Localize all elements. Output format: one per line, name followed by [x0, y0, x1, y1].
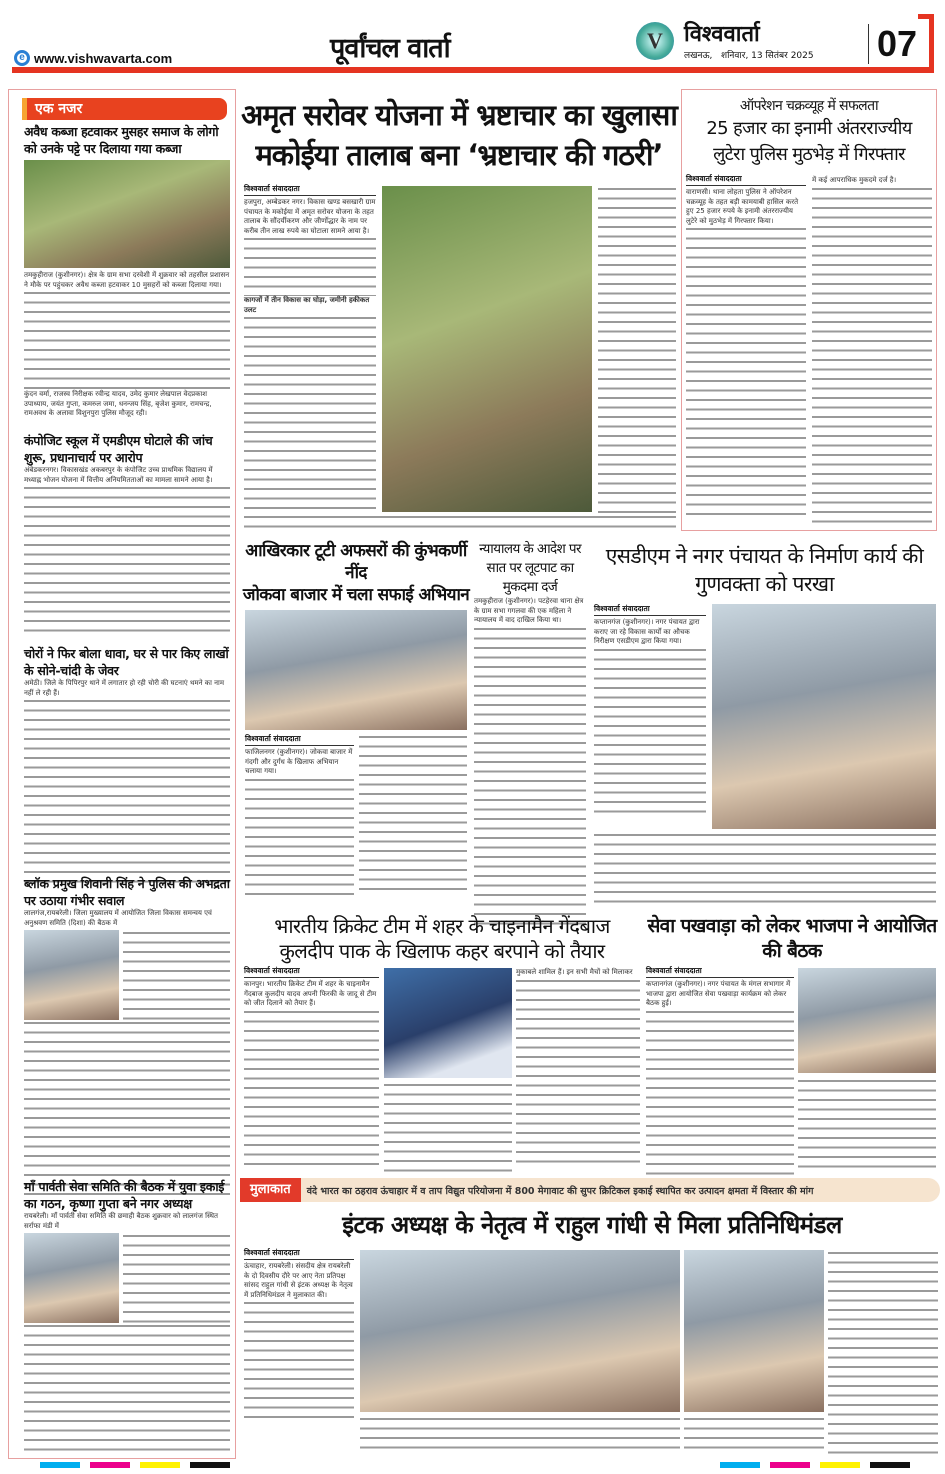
main-body-bottom [244, 514, 676, 532]
right-headline: 25 हजार का इनामी अंतरराज्यीय लुटेरा पुलिस मुठभेड़ में गिरफ्तार [706, 118, 912, 165]
lede: मुकाबले शामिल हैं। इन सभी मैचों को मिलाकर [516, 968, 633, 976]
body-text [123, 930, 230, 1020]
ending: कुंदन वर्मा, राजस्व निरीक्षक रवीन्द्र यादव, उमेद कुमार लेखपाल वेदप्रकाश उपाध्याय, जयंत गुप्ता, कमरुल जमा, धनन्जय सिंह, बृजेश कुमार, रामचन्द्र, रामअवध के अलावा विशुनपुरा पुलिस मौजूद रही। [24, 390, 212, 417]
left-story-3 [24, 645, 230, 888]
low-a-headline [242, 914, 642, 964]
bjp-meeting-photo [798, 968, 936, 1073]
lede: फाजिलनगर (कुशीनगर)। जोकवा बाजार में गंदगी और दुर्गंध के खिलाफ अभियान चलाया गया। [245, 748, 353, 775]
website-url[interactable]: e www.vishwavarta.com [14, 50, 172, 66]
low-a-col3 [516, 968, 640, 1168]
low-b-headline: सेवा पखवाड़ा को लेकर भाजपा ने आयोजित की बैठक [647, 915, 937, 962]
registration-cyan-2 [720, 1462, 760, 1468]
body-text [24, 1323, 230, 1453]
lede: कप्तानगंज (कुशीनगर)। नगर पंचायत द्वारा कराए जा रहे विकास कार्यों का औचक निरीक्षण एसडीएम द्वारा किया गया। [594, 618, 700, 645]
left-story-5 [24, 1178, 230, 1453]
body-text [812, 186, 932, 526]
body-text [244, 315, 376, 515]
byline: विश्ववार्ता संवाददाता [594, 604, 706, 616]
registration-magenta [90, 1462, 130, 1468]
body-text [24, 485, 230, 635]
left-story-2 [24, 432, 230, 635]
lede: में कई आपराधिक मुकदमे दर्ज है। [812, 176, 897, 184]
registration-yellow-2 [820, 1462, 860, 1468]
main-headline-1: अमृत सरोवर योजना में भ्रष्टाचार का खुलासा [241, 98, 677, 132]
low-a-col2 [384, 1082, 512, 1172]
registration-cyan [40, 1462, 80, 1468]
rahul-gandhi-photo [684, 1250, 824, 1412]
subhead: कागजों में तीन विकास का घोड़ा, जमीनी हकीकत उलट [244, 296, 370, 314]
lede: हजपुरा, अम्बेडकर नगर। विकास खण्ड बसखारी ग्राम पंचायत के मकोईया में अमृत सरोवर योजना के तहत तालाब के सौंदर्यीकरण और जीर्णोद्धार के नाम पर करीब तीन लाख रुपये का घोटाला सामने आया है। [244, 198, 376, 235]
body-text [646, 1009, 794, 1179]
byline: विश्ववार्ता संवाददाता [646, 966, 794, 978]
byline: विश्ववार्ता संवाददाता [244, 966, 379, 978]
registration-black-2 [870, 1462, 910, 1468]
lede: अमेठी। जिले के पिपिरपुर थाने में लगातार हो रही चोरी की घटनाएं थमने का नाम नहीं ले रही हैं। [24, 679, 225, 697]
header-corner [918, 14, 934, 73]
body-text [474, 626, 586, 926]
section-title: पूर्वांचल वार्ता [330, 33, 450, 64]
brand-name: विश्ववार्ता [684, 22, 760, 47]
bottom-body [360, 1416, 680, 1456]
low-a-col1 [244, 966, 379, 1169]
bulldozer-photo [24, 160, 230, 268]
low-b-col2 [798, 1078, 936, 1172]
byline: विश्ववार्ता संवाददाता [244, 1248, 354, 1260]
byline: विश्ववार्ता संवाददाता [244, 184, 376, 196]
registration-yellow [140, 1462, 180, 1468]
body-text [245, 777, 354, 897]
left-story-1 [24, 123, 230, 419]
body-text [244, 1009, 379, 1169]
body-text [244, 1300, 354, 1420]
headline: चोरों ने फिर बोला धावा, घर से पार किए लाखों के सोने-चांदी के जेवर [24, 646, 229, 678]
registration-magenta-2 [770, 1462, 810, 1468]
body-text [24, 290, 230, 390]
body-text [516, 978, 640, 1168]
headline: न्यायालय के आदेश पर सात पर लूटपाट का मुकदमा दर्ज [479, 541, 581, 595]
mid-b-story [474, 540, 586, 926]
cricketer-photo [384, 968, 512, 1078]
ie-icon: e [14, 50, 30, 66]
mulakat-tag: मुलाकात [240, 1178, 301, 1202]
lede: तमकुहीराज (कुशीनगर)। पटहेरवा थाना क्षेत्र के ग्राम सभा गगलवा की एक महिला ने न्यायालय में वाद दाखिल किया था। [474, 597, 584, 624]
lede: तमकुहीराज (कुशीनगर)। क्षेत्र के ग्राम सभा दरवेशी में शुक्रवार को तहसील प्रशासन ने मौके पर पहुंचकर अवैध कब्जा हटवाकर 10 मुसहरों को कब्जा दिलाया गया। [24, 271, 230, 289]
headline: माँ पार्वती सेवा समिति की बैठक में युवा इकाई का गठन, कृष्णा गुप्ता बने नगर अध्यक्ष [24, 1179, 225, 1211]
body-text [24, 1020, 230, 1200]
main-body-col3 [598, 186, 676, 516]
sdm-inspection-photo [712, 604, 936, 829]
lede: कानपुर। भारतीय क्रिकेट टीम में शहर के चाइनामैन गेंदबाज कुलदीप यादव अपनी फिरकी के जादू से टीम को जीत दिलाने को तैयार हैं। [244, 980, 377, 1007]
lede: ऊंचाहार, रायबरेली। संसदीय क्षेत्र रायबरेली के दो दिवसीय दौरे पर आए नेता प्रतिपक्ष सांसद राहुल गांधी से इंटक अध्यक्ष के नेतृत्व में प्रतिनिधिमंडल ने मुलाकात की। [244, 1262, 353, 1299]
low-b-col1 [646, 966, 794, 1179]
headline-line-1: भारतीय क्रिकेट टीम में शहर के चाइनामैन गेंदबाज [274, 914, 610, 938]
headline: अवैध कब्जा हटवाकर मुसहर समाज के लोगो को उनके पट्टे पर दिलाया गया कब्जा [24, 124, 219, 156]
left-story-4 [24, 875, 230, 1200]
mid-c-col1 [594, 604, 706, 817]
headline-line-2: जोकवा बाजार में चला सफाई अभियान [242, 585, 470, 605]
meeting-photo [24, 1233, 119, 1323]
body-text [244, 236, 376, 296]
date: शनिवार, 13 सितंबर 2025 [720, 51, 814, 61]
header-rule [12, 67, 934, 73]
body-text [24, 698, 230, 888]
city: लखनऊ, [684, 51, 713, 61]
mid-a-headline [242, 540, 470, 606]
mid-c-body [594, 832, 936, 904]
cleanup-photo [245, 610, 467, 730]
lede: रायबरेली। माँ पार्वती सेवा समिति की छमाही बैठक शुक्रवार को लालगंज स्थित सर्राफा मंडी में [24, 1212, 218, 1230]
pond-photo [382, 186, 592, 512]
strap-text: वंदे भारत का ठहराव ऊंचाहार में व ताप विद्युत परियोजना में 800 मेगावाट की सुपर क्रिटिकल इकाई स्थापित कर उत्पादन क्षमता में विस्तार की मांग [306, 1185, 814, 1197]
bottom-body-2 [684, 1416, 824, 1456]
brand-logo: V [636, 22, 674, 60]
lede: अंबेडकरनगर। विकासखंड अकबरपुर के कंपोजिट उच्च प्राथमिक विद्यालय में मध्याह्न भोजन योजना में वित्तीय अनियमितताओं का मामला सामने आया है। [24, 466, 213, 484]
bottom-col1 [244, 1248, 354, 1420]
bottom-headline: इंटक अध्यक्ष के नेतृत्व में राहुल गांधी से मिला प्रतिनिधिमंडल [342, 1211, 842, 1239]
main-headline-2: मकोईया तालाब बना ‘भ्रष्टाचार की गठरी’ [255, 138, 663, 172]
delegation-photo [360, 1250, 680, 1412]
right-col2 [812, 176, 932, 526]
lede: कप्तानगंज (कुशीनगर)। नगर पंचायत के मंगल सभागार में भाजपा द्वारा आयोजित सेवा पखवाड़ा कार्यक्रम को लेकर बैठक हुई। [646, 980, 791, 1007]
mid-a-story [242, 540, 470, 906]
body-text [123, 1233, 230, 1323]
lede: लालगंज,रायबरेली। जिला मुख्यालय में आयोजित जिला विकास समन्वय एवं अनुश्रवण समिति (दिशा) की बैठक में [24, 909, 212, 927]
portrait-photo [24, 930, 119, 1020]
page-number: 07 [868, 24, 917, 64]
headline: कंपोजिट स्कूल में एमडीएम घोटाले की जांच शुरू, प्रधानाचार्य पर आरोप [24, 433, 213, 465]
registration-black [190, 1462, 230, 1468]
byline: विश्ववार्ता संवाददाता [245, 734, 354, 746]
headline-line-1: आखिरकार टूटी अफसरों की कुंभकर्णी नींद [245, 541, 467, 583]
byline: विश्ववार्ता संवाददाता [686, 174, 806, 186]
mid-a-col1 [245, 734, 354, 906]
mulakat-strap [240, 1178, 940, 1202]
mid-a-body [242, 734, 470, 906]
main-story-col1 [244, 184, 376, 515]
mid-c-headline: एसडीएम ने नगर पंचायत के निर्माण कार्य की गुणवक्ता को परखा [605, 544, 924, 596]
bottom-col-last [828, 1250, 938, 1456]
ek-najar-tag: एक नजर [22, 98, 227, 120]
right-kicker: ऑपरेशन चक्रव्यूह में सफलता [739, 98, 879, 114]
headline: ब्लॉक प्रमुख शिवानी सिंह ने पुलिस की अभद्रता पर उठाया गंभीर सवाल [24, 876, 230, 908]
right-col1 [686, 174, 806, 516]
body-text [686, 226, 806, 516]
lede: वाराणसी। थाना लोहता पुलिस ने ऑपरेशन चक्रव्यूह के तहत बड़ी कामयाबी हासिल करते हुए 25 हजार रुपये के इनामी अंतरराज्यीय लुटेरे को मुठभेड़ में गिरफ्तार किया। [686, 188, 799, 225]
dateline [684, 48, 814, 61]
body-text [594, 647, 706, 817]
mid-a-col2 [359, 734, 468, 894]
headline-line-2: कुलदीप पाक के खिलाफ कहर बरपाने को तैयार [279, 939, 605, 963]
